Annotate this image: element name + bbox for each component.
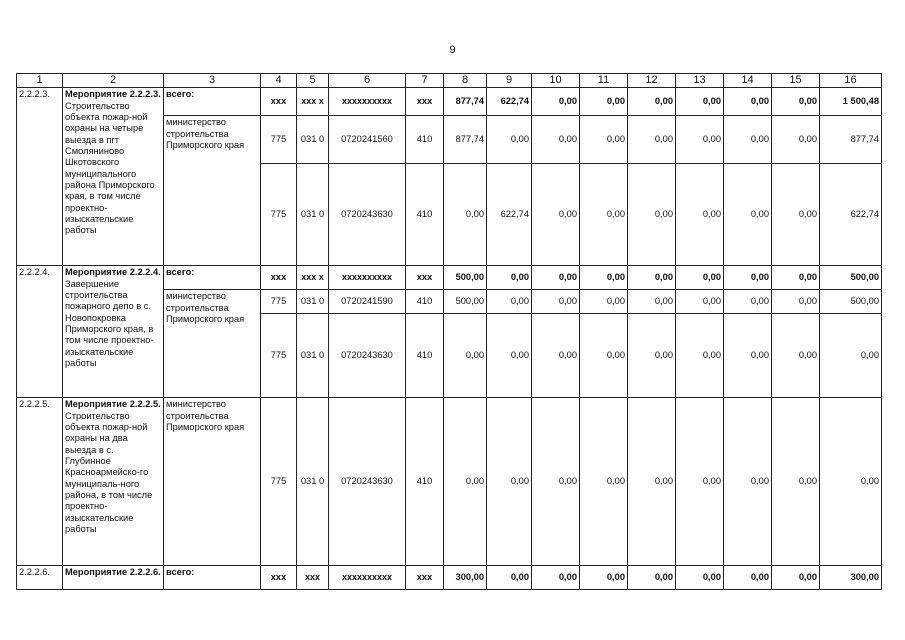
cell: 775 — [261, 398, 297, 566]
cell: 500,00 — [444, 266, 487, 290]
cell: хххххххххх — [329, 266, 406, 290]
cell: 0,00 — [628, 164, 676, 266]
col-header: 12 — [628, 74, 676, 88]
cell: 500,00 — [444, 290, 487, 314]
organization: министерство строительства Приморского края — [164, 290, 261, 398]
col-header: 2 — [63, 74, 164, 88]
organization: министерство строительства Приморского края — [164, 116, 261, 266]
cell: 0,00 — [820, 314, 882, 398]
table-row — [17, 88, 882, 116]
cell: 0,00 — [444, 314, 487, 398]
item-desc: Строительство объекта пожар-ной охраны на два выезда в с. Глубинное Красноармейско-го муниципаль-ного района, в том числе проектно-изыскательские работы — [65, 410, 153, 535]
col-header: 1 — [17, 74, 63, 88]
item-desc: Завершение строительства пожарного депо в с. Новопокровка Приморского края, в том числе проектно-изыскательские работы — [65, 278, 154, 369]
cell: 0,00 — [676, 266, 724, 290]
cell: 0,00 — [487, 290, 532, 314]
cell: 0,00 — [532, 164, 580, 266]
cell: 410 — [406, 398, 444, 566]
cell: 775 — [261, 314, 297, 398]
cell: 0,00 — [487, 398, 532, 566]
cell: 031 0 — [297, 398, 329, 566]
cell: 0,00 — [580, 164, 628, 266]
item-title: Мероприятие 2.2.2.5. — [65, 399, 161, 410]
cell: 0,00 — [580, 398, 628, 566]
cell: 622,74 — [487, 88, 532, 116]
item-number: 2.2.2.5. — [17, 398, 63, 566]
cell: 0,00 — [676, 566, 724, 590]
cell: 0,00 — [580, 88, 628, 116]
item-title: Мероприятие 2.2.2.4. — [65, 267, 161, 278]
cell: 0,00 — [772, 314, 820, 398]
cell: 622,74 — [820, 164, 882, 266]
item-number: 2.2.2.6. — [17, 566, 63, 590]
table-row — [17, 398, 882, 566]
cell: 0,00 — [676, 164, 724, 266]
organization: министерство строительства Приморского края — [164, 398, 261, 566]
cell: 0,00 — [444, 164, 487, 266]
cell: ххх — [406, 566, 444, 590]
cell: 0,00 — [487, 266, 532, 290]
cell: 0720241560 — [329, 116, 406, 164]
cell: 0,00 — [580, 314, 628, 398]
col-header: 9 — [487, 74, 532, 88]
cell: ххх — [406, 88, 444, 116]
cell: 500,00 — [820, 266, 882, 290]
cell: 0,00 — [724, 398, 772, 566]
cell: 031 0 — [297, 290, 329, 314]
item-description — [63, 266, 164, 398]
page-number: 9 — [449, 44, 456, 56]
cell: 0,00 — [676, 116, 724, 164]
cell: 0,00 — [628, 266, 676, 290]
cell: 0,00 — [580, 566, 628, 590]
cell: 0,00 — [487, 566, 532, 590]
item-number: 2.2.2.3. — [17, 88, 63, 266]
cell: 0,00 — [724, 266, 772, 290]
cell: 0,00 — [772, 566, 820, 590]
table-row — [17, 566, 882, 590]
cell: 0,00 — [724, 88, 772, 116]
cell: 0,00 — [628, 398, 676, 566]
cell: 410 — [406, 164, 444, 266]
cell: ххх — [406, 266, 444, 290]
cell: 031 0 — [297, 116, 329, 164]
cell: 0,00 — [724, 290, 772, 314]
cell: 0,00 — [772, 164, 820, 266]
cell: 0,00 — [532, 566, 580, 590]
cell: 0720243630 — [329, 314, 406, 398]
cell: 775 — [261, 116, 297, 164]
cell: 410 — [406, 314, 444, 398]
cell: 0720241590 — [329, 290, 406, 314]
cell: 300,00 — [820, 566, 882, 590]
col-header: 6 — [329, 74, 406, 88]
item-title: Мероприятие 2.2.2.6. — [63, 566, 164, 590]
total-label: всего: — [164, 88, 261, 116]
cell: 775 — [261, 290, 297, 314]
cell: 0,00 — [487, 314, 532, 398]
cell: 877,74 — [444, 116, 487, 164]
cell: 410 — [406, 116, 444, 164]
cell: ххх — [261, 88, 297, 116]
cell: 410 — [406, 290, 444, 314]
col-header: 16 — [820, 74, 882, 88]
col-header: 7 — [406, 74, 444, 88]
cell: 500,00 — [820, 290, 882, 314]
col-header: 10 — [532, 74, 580, 88]
cell: 0,00 — [676, 290, 724, 314]
cell: 0,00 — [580, 116, 628, 164]
col-header: 4 — [261, 74, 297, 88]
budget-table — [16, 73, 882, 590]
cell: 031 0 — [297, 314, 329, 398]
cell: 0720243630 — [329, 398, 406, 566]
cell: 0,00 — [772, 290, 820, 314]
item-number: 2.2.2.4. — [17, 266, 63, 398]
cell: 0,00 — [724, 566, 772, 590]
cell: 0,00 — [772, 266, 820, 290]
cell: 622,74 — [487, 164, 532, 266]
cell: ххх — [261, 266, 297, 290]
table-row — [17, 266, 882, 290]
cell: 0,00 — [532, 314, 580, 398]
col-header: 11 — [580, 74, 628, 88]
cell: 031 0 — [297, 164, 329, 266]
item-description — [63, 88, 164, 266]
header-row — [17, 74, 882, 88]
cell: 0,00 — [676, 314, 724, 398]
cell: 0,00 — [580, 290, 628, 314]
cell: 0,00 — [444, 398, 487, 566]
cell: 0,00 — [628, 566, 676, 590]
col-header: 13 — [676, 74, 724, 88]
cell: 877,74 — [444, 88, 487, 116]
cell: хххххххххх — [329, 88, 406, 116]
cell: 0,00 — [532, 88, 580, 116]
cell: ххх х — [297, 266, 329, 290]
total-label: всего: — [164, 266, 261, 290]
item-desc: Строительство объекта пожар-ной охраны на четыре выезда в пгт Смоляниново Шкотовского муниципального района Приморского края, в том числе проектно-изыскательские работы — [65, 100, 155, 236]
cell: 0,00 — [628, 116, 676, 164]
cell: 0,00 — [724, 314, 772, 398]
cell: 0,00 — [532, 116, 580, 164]
cell: 0,00 — [532, 398, 580, 566]
cell: 0,00 — [772, 116, 820, 164]
cell: ххх х — [297, 88, 329, 116]
col-header: 3 — [164, 74, 261, 88]
cell: ххх — [297, 566, 329, 590]
col-header: 8 — [444, 74, 487, 88]
cell: 0,00 — [676, 398, 724, 566]
total-label: всего: — [164, 566, 261, 590]
cell: 775 — [261, 164, 297, 266]
cell: 877,74 — [820, 116, 882, 164]
item-description — [63, 398, 164, 566]
cell: 0,00 — [487, 116, 532, 164]
cell: 0,00 — [628, 88, 676, 116]
cell: 0720243630 — [329, 164, 406, 266]
cell: 0,00 — [532, 290, 580, 314]
cell: 0,00 — [724, 116, 772, 164]
item-title: Мероприятие 2.2.2.3. — [65, 89, 161, 100]
cell: 0,00 — [628, 290, 676, 314]
cell: 0,00 — [532, 266, 580, 290]
cell: 0,00 — [772, 398, 820, 566]
cell: 0,00 — [820, 398, 882, 566]
cell: 0,00 — [580, 266, 628, 290]
cell: 300,00 — [444, 566, 487, 590]
col-header: 15 — [772, 74, 820, 88]
cell: 0,00 — [724, 164, 772, 266]
col-header: 14 — [724, 74, 772, 88]
cell: 0,00 — [628, 314, 676, 398]
cell: 0,00 — [772, 88, 820, 116]
cell: хххххххххх — [329, 566, 406, 590]
cell: ххх — [261, 566, 297, 590]
col-header: 5 — [297, 74, 329, 88]
cell: 1 500,48 — [820, 88, 882, 116]
cell: 0,00 — [676, 88, 724, 116]
